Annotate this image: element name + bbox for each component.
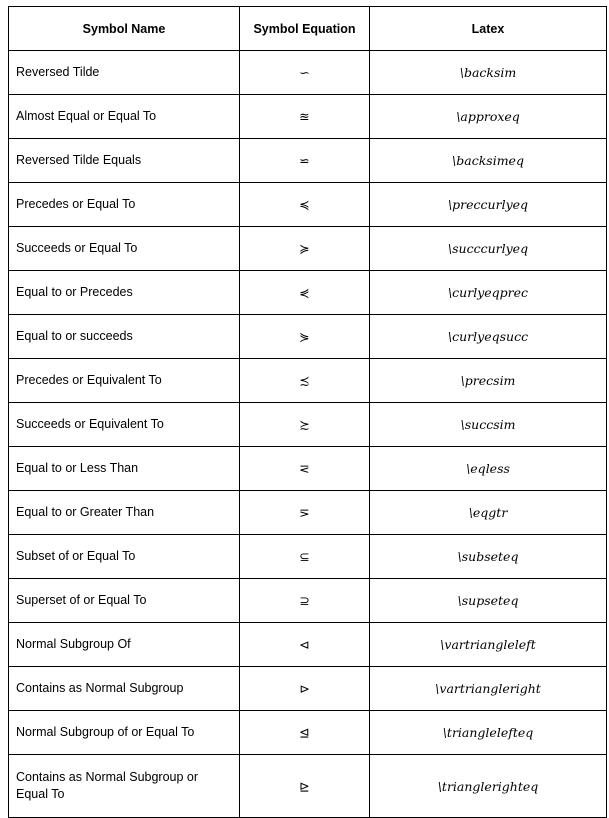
symbol-name-cell: Contains as Normal Subgroup	[9, 667, 240, 711]
symbol-name-cell: Reversed Tilde	[9, 51, 240, 95]
table-row	[9, 535, 607, 579]
latex-cell: \backsimeq	[370, 139, 607, 183]
latex-cell: \curlyeqprec	[370, 271, 607, 315]
latex-cell: \succsim	[370, 403, 607, 447]
symbol-name-cell: Equal to or Greater Than	[9, 491, 240, 535]
latex-cell: \curlyeqsucc	[370, 315, 607, 359]
symbol-cell: ≾	[240, 359, 370, 403]
latex-cell: \vartriangleright	[370, 667, 607, 711]
table-row	[9, 579, 607, 623]
table-row	[9, 491, 607, 535]
latex-cell: \supseteq	[370, 579, 607, 623]
table-row	[9, 623, 607, 667]
symbol-cell: ⊳	[240, 667, 370, 711]
header-symbol-equation: Symbol Equation	[240, 7, 370, 51]
header-symbol-name: Symbol Name	[9, 7, 240, 51]
symbol-name-cell: Equal to or Less Than	[9, 447, 240, 491]
header-latex: Latex	[370, 7, 607, 51]
table-row	[9, 755, 607, 818]
latex-cell: \trianglerighteq	[370, 755, 607, 818]
latex-cell: \trianglelefteq	[370, 711, 607, 755]
symbol-cell: ⊇	[240, 579, 370, 623]
symbol-cell: ⋟	[240, 315, 370, 359]
table-row	[9, 359, 607, 403]
table-row	[9, 51, 607, 95]
symbol-cell: ≊	[240, 95, 370, 139]
table-row	[9, 315, 607, 359]
table-row	[9, 183, 607, 227]
symbol-name-cell: Subset of or Equal To	[9, 535, 240, 579]
symbol-name-cell: Superset of or Equal To	[9, 579, 240, 623]
symbol-name-cell: Equal to or Precedes	[9, 271, 240, 315]
table-row	[9, 447, 607, 491]
symbol-name-cell: Normal Subgroup Of	[9, 623, 240, 667]
table-row	[9, 139, 607, 183]
symbol-name-cell: Succeeds or Equivalent To	[9, 403, 240, 447]
table-row	[9, 711, 607, 755]
table-row	[9, 271, 607, 315]
symbol-cell: ≿	[240, 403, 370, 447]
symbol-cell: ≽	[240, 227, 370, 271]
table-row	[9, 95, 607, 139]
header-row	[9, 7, 607, 51]
symbol-name-cell: Equal to or succeeds	[9, 315, 240, 359]
symbol-cell: ⊲	[240, 623, 370, 667]
symbol-cell: ⋝	[240, 491, 370, 535]
symbol-cell: ⋜	[240, 447, 370, 491]
latex-cell: \eqless	[370, 447, 607, 491]
symbol-cell: ∽	[240, 51, 370, 95]
table-row	[9, 403, 607, 447]
latex-cell: \precsim	[370, 359, 607, 403]
symbol-table	[8, 6, 607, 818]
symbol-name-cell: Precedes or Equal To	[9, 183, 240, 227]
latex-cell: \vartriangleleft	[370, 623, 607, 667]
latex-cell: \subseteq	[370, 535, 607, 579]
latex-cell: \eqgtr	[370, 491, 607, 535]
symbol-cell: ⊆	[240, 535, 370, 579]
latex-cell: \backsim	[370, 51, 607, 95]
symbol-name-cell: Precedes or Equivalent To	[9, 359, 240, 403]
table-row	[9, 227, 607, 271]
latex-cell: \approxeq	[370, 95, 607, 139]
table-row	[9, 667, 607, 711]
symbol-cell: ⋍	[240, 139, 370, 183]
latex-cell: \preccurlyeq	[370, 183, 607, 227]
symbol-cell: ⊴	[240, 711, 370, 755]
symbol-cell: ≼	[240, 183, 370, 227]
symbol-name-cell: Reversed Tilde Equals	[9, 139, 240, 183]
symbol-cell: ⊵	[240, 755, 370, 818]
symbol-name-cell: Almost Equal or Equal To	[9, 95, 240, 139]
latex-cell: \succcurlyeq	[370, 227, 607, 271]
symbol-name-cell: Contains as Normal Subgroup or Equal To	[9, 755, 240, 818]
symbol-name-cell: Succeeds or Equal To	[9, 227, 240, 271]
symbol-cell: ⋞	[240, 271, 370, 315]
symbol-name-cell: Normal Subgroup of or Equal To	[9, 711, 240, 755]
